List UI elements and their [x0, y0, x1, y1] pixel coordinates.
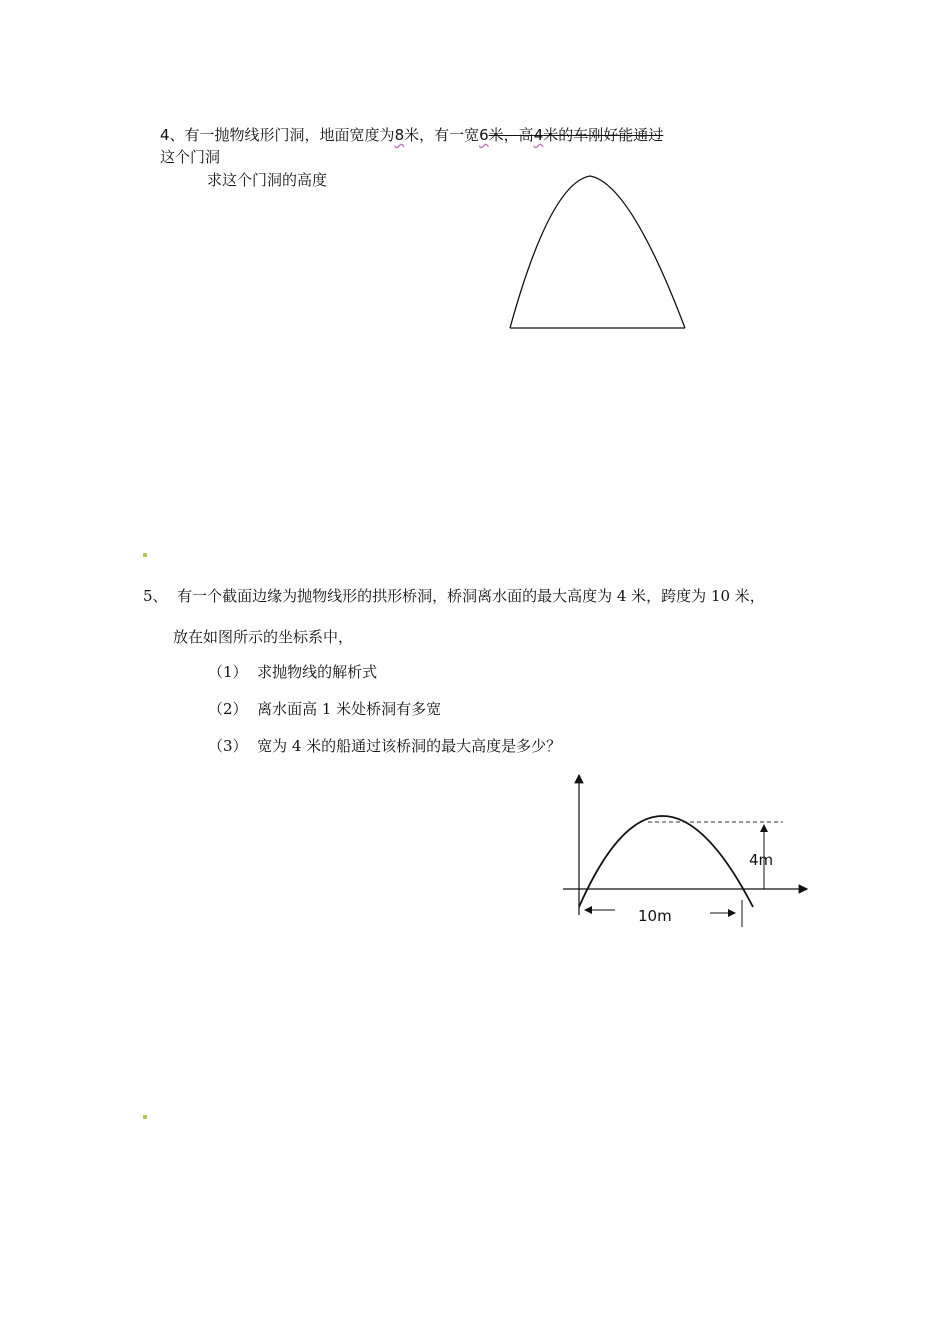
item-1-label: （1） — [208, 663, 248, 681]
problem-4-number: 4、 — [160, 126, 185, 144]
arch-figure — [500, 168, 700, 338]
problem-4-car-height: 4 — [533, 126, 544, 144]
bridge-figure — [555, 765, 820, 930]
height-label: 4m — [749, 851, 774, 869]
bridge-curve — [579, 816, 753, 907]
item-1-text: 求抛物线的解析式 — [257, 663, 378, 681]
problem-4-text-a: 有一抛物线形门洞，地面宽度为 — [184, 126, 395, 144]
problem-4-line-1 — [160, 124, 780, 146]
problem-4-line-2: 这个门洞 — [160, 148, 221, 166]
problem-5-number: 5、 — [143, 587, 168, 605]
problem-5-line-2: 放在如图所示的坐标系中， — [173, 628, 354, 646]
problem-5-line-1 — [143, 585, 843, 607]
margin-marker-2 — [143, 1115, 147, 1119]
problem-4-text-b: 米，有一宽 — [404, 126, 480, 144]
item-2-text: 离水面高 1 米处桥洞有多宽 — [257, 700, 442, 718]
item-3-text: 宽为 4 米的船通过该桥洞的最大高度是多少？ — [257, 737, 562, 755]
problem-5-item-2 — [208, 698, 441, 720]
item-3-label: （3） — [208, 737, 248, 755]
span-label: 10m — [638, 907, 672, 925]
arch-curve — [510, 176, 685, 328]
item-2-label: （2） — [208, 700, 248, 718]
problem-5-item-3 — [208, 735, 561, 757]
problem-4-text-d: 米的车刚好能通过 — [543, 126, 664, 144]
problem-4-car-width: 6 — [479, 126, 489, 144]
problem-4-text-c: 米，高 — [488, 126, 534, 144]
problem-5-item-1 — [208, 661, 377, 683]
margin-marker — [143, 553, 147, 557]
problem-5-text-1: 有一个截面边缘为抛物线形的拱形桥洞，桥洞离水面的最大高度为 4 米，跨度为 10 米， — [177, 587, 765, 605]
problem-4-question: 求这个门洞的高度 — [207, 171, 328, 189]
problem-4-width-value: 8 — [394, 126, 405, 144]
